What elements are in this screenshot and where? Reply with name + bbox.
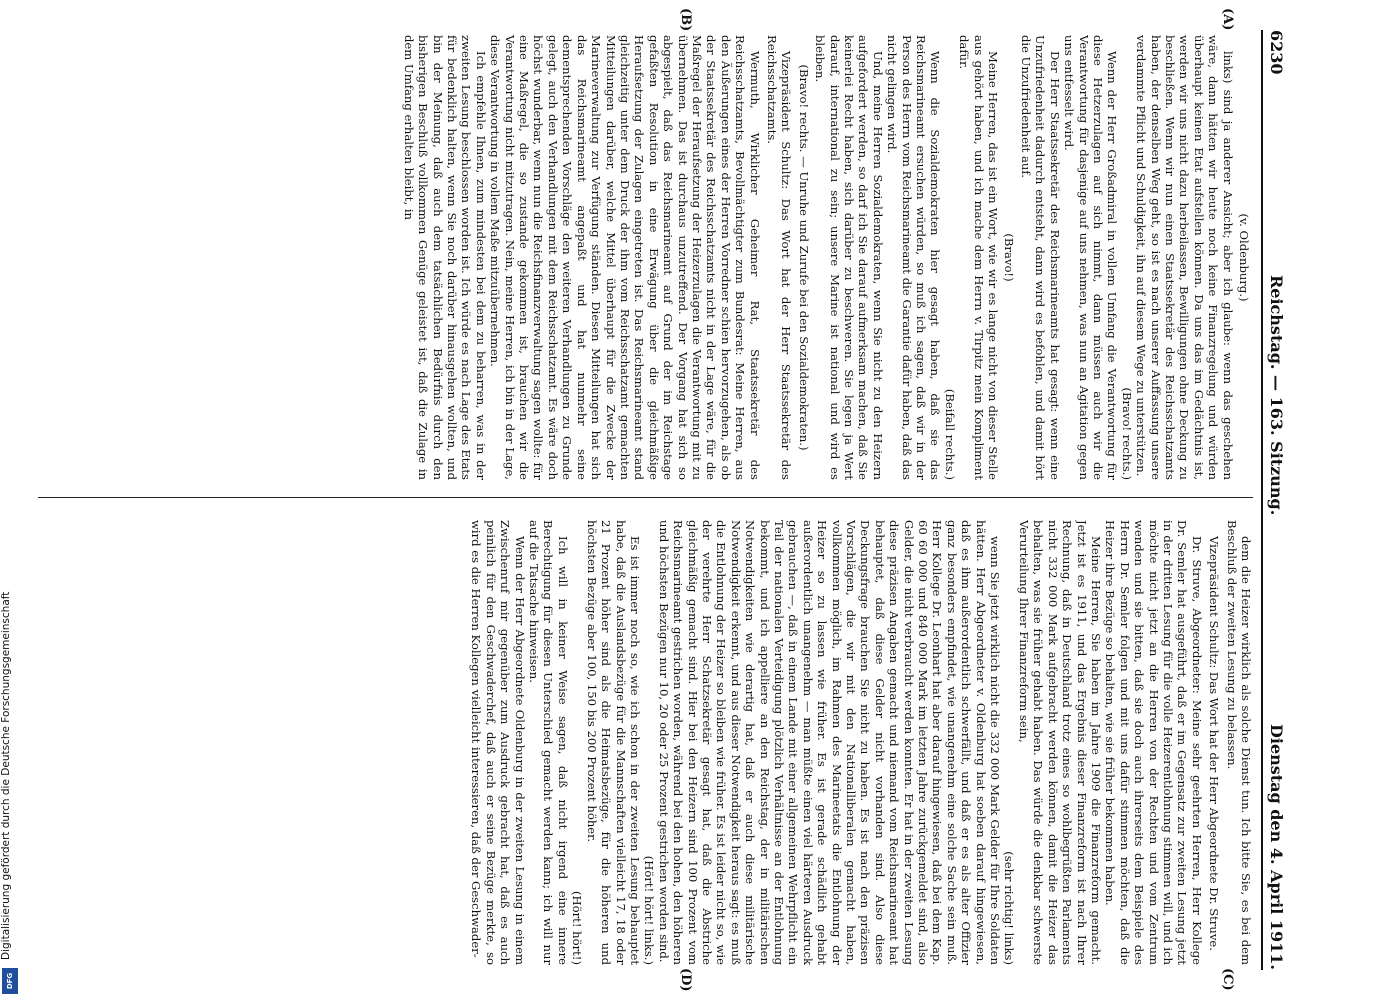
text-column-left bbox=[43, 35, 1253, 480]
interjection: (sehr richtig! links) bbox=[1002, 851, 1017, 965]
paragraph: Wenn die Sozialdemokraten hier gesagt haben, daß sie das Reichsmarineamt ersuchen würden, so muß ich sagen, daß wir in der Person des Herrn vom Reichsmarineamt die Garantie dafür haben, daß das nicht gelingen wird. bbox=[885, 35, 943, 480]
paragraph: Wenn der Herr Abgeordnete Oldenburg in der zweiten Lesung in einem Zwischenruf mir gegenüber zum Ausdruck gebracht hat, daß es auch peinlich für den Geschwaderchef, daß auch er seine Bezüge merkte, so wird es die Herren Kollegen vielleicht interessieren, daß der Geschwader- bbox=[469, 520, 527, 965]
interjection: (Bravo!) bbox=[1002, 233, 1017, 282]
page-number: 6230 bbox=[1267, 30, 1286, 75]
paragraph: Meine Herren, Sie haben im Jahre 1909 die Finanzreform gemacht. Jetzt ist es 1911, und das Ergebnis dieser Finanzreform ist nach Ihrer Rechnung, daß in Deutschland trotz eines so wohlbegrüßten Parlaments nicht 332 000 Mark aufgebracht werden können, damit die Heizer das behalten, was sie früher gehabt haben. Das würde die denkbar schwerste Verurteilung Ihrer Finanzreform sein, bbox=[1016, 520, 1103, 965]
page-title: Reichstag. — 163. Sitzung. bbox=[1267, 275, 1286, 516]
paragraph: Wenn der Herr Großadmiral in vollem Umfang die Verantwortung für diese Hetzerzulagen auf sich nimmt, dann müssen auch wir die Verantwortung für dasjenige auf uns nehmen, was nun an Agitation gegen uns entfesselt wird. bbox=[1062, 35, 1120, 480]
paragraph: Und, meine Herren Sozialdemokraten, wenn Sie nicht zu den Heizern aufgefordert werden, so darf ich Sie darauf aufmerksam machen, daß Sie keinerlei Recht haben, sich darüber zu beschweren. Sie legen ja Wert darauf, international zu sein; unsere Marine ist national und wird es bleiben. bbox=[813, 35, 885, 480]
dfg-logo-text: DFG bbox=[6, 972, 14, 990]
margin-marker-c: (C) bbox=[1220, 968, 1235, 991]
digitization-credit bbox=[0, 540, 20, 1000]
speaker-paragraph: Vizepräsident Schultz: Das Wort hat der Herr Abgeordnete Dr. Struve. bbox=[1207, 536, 1222, 951]
speaker-continuation: (v. Oldenburg.) bbox=[1237, 213, 1251, 302]
page-date: Dienstag den 4. April 1911. bbox=[1267, 724, 1286, 970]
interjection: (Hört! hört! links.) bbox=[642, 855, 657, 965]
speaker-paragraph: Dr. Struve, Abgeordneter: Meine sehr geehrten Herren, Herr Kollege Dr. Semler hat ausgeführt, daß er im Gegensatz zur zweiten Lesung jetzt in der dritten Lesung für die volle Heizerentlohnung stimmen will, und ich möchte nicht jetzt an die Herren von der Rechten und vom Zentrum wenden und sie bitten, daß sie doch auch ihrerseits dem Beispiele des Herrn Dr. Semler folgen und mit uns dafür stimmen möchten, daß die Heizer ihre Bezüge so behalten, wie sie früher bekommen haben. bbox=[1103, 520, 1204, 965]
speaker-paragraph: Wermuth, Wirklicher Geheimer Rat, Staatssekretär des Reichsschatzamts, Bevollmächtigter zum Bundesrat: Meine Herren, aus den Äußerungen eines der Herren Vorredner schien hervorzugehen, als ob der Staatssekretär des Reichsschatzamts nicht in der Lage wäre, für die Maßregel der Heraufsetzung der Heizerzulagen die Verantwortung mit zu übernehmen. Das ist durchaus unzutreffend. Der Vorgang hat sich so abgespielt, daß das Reichsmarineamt auf Grund der im Reichstage gefaßten Resolution in eine Erwägung über die gleichmäßige Heraufsetzung der Zulagen eingetreten ist. Das Reichsmarineamt stand gleichzeitig unter dem Druck der ihm vom Reichsschatzamt gemachten Mitteilungen darüber, welche Mittel überhaupt für die Zwecke der Marineverwaltung zur Verfügung ständen. Diesen Mitteilungen hat sich das Reichsmarineamt angepaßt und hat nunmehr seine dementsprechenden Vorschläge den weiteren Verhandlungen zu Grunde gelegt, auch den Verhandlungen mit dem Reichsschatzamt. Es wäre doch höchst wunderbar, wenn nun die Reichsfinanzverwaltung sagen wollte: für eine Maßregel, die so zustande gekommen ist, brauchen wir die Verantwortung nicht mitzutragen. Nein, meine Herren, ich bin in der Lage, diese Verantwortung in vollem Maße mitzuübernehmen. bbox=[488, 35, 762, 480]
interjection: (Bravo! rechts.) bbox=[1119, 387, 1134, 480]
paragraph: Meine Herren, das ist ein Wort, wie wir es lange nicht von dieser Stelle aus gehört haben, und ich mache dem Herrn v. Tirpitz mein Kompliment dafür. bbox=[957, 35, 1001, 480]
text-column-right bbox=[43, 520, 1253, 965]
speaker-paragraph: Vizepräsident Schultz: Das Wort hat der Herr Staatssekretär des Reichsschatzamts. bbox=[765, 35, 794, 480]
dfg-logo-icon bbox=[2, 968, 18, 994]
margin-marker-a: (A) bbox=[1220, 8, 1235, 31]
paragraph: links) sind ja anderer Ansicht; aber ich glaube: wenn das geschehen wäre, dann hätten wir heute noch keine Finanzregelung und würden überhaupt keinen Etat aufstellen können. Da uns das im Gedächtnis ist, werden wir uns nicht dazu herbeilassen, Bewilligungen ohne Deckung zu beschließen. Wenn wir nun einen Staatssekretär des Reichsschatzamts haben, der denselben Weg geht, so ist es nach unserer Auffassung unsere verdammte Pflicht und Schuldigkeit, ihn auf diesem Wege zu unterstützen. bbox=[1134, 35, 1235, 480]
margin-marker-b: (B) bbox=[678, 8, 693, 32]
column-divider bbox=[38, 497, 1253, 498]
page-header bbox=[1261, 30, 1297, 970]
paragraph: Der Herr Staatssekretär des Reichsmarineamts hat gesagt: wenn eine Unzufriedenheit dadurch entsteht, dann wird es befohlen, und damit hört die Unzufriedenheit auf. bbox=[1018, 35, 1062, 480]
paragraph: wenn Sie jetzt wirklich nicht die 332 000 Mark Gelder für Ihre Soldaten hätten. Herr Abgeordneter v. Oldenburg hat soeben darauf hingewiesen, daß es ihm außerordentlich schwerfällt, und daß er es als alter Offizier ganz besonders empfindet, wie unangenehm eine solche Sache sein muß. Herr Kollege Dr. Leonhart hat aber darauf hingewiesen, daß bei dem Kap. 60 60 000 und 840 000 Mark im letzten Jahre zurückgemeldet sind, also Gelder, die nicht verbraucht werden konnten. Er hat in der zweiten Lesung diese präzisen Angaben gemacht und niemand vom Reichsmarineamt hat behauptet, daß diese Gelder nicht vorhanden sind. Also diese Deckungsfrage brauchen Sie nicht zu haben. Es ist nach den präzisen Vorschlägen, die wir mit den Nationalliberalen gemacht haben, vollkommen möglich, im Rahmen des Marineetats die Entlohnung der Heizer so zu lassen wie früher. Es ist gerade schädlich gehabt außerordentlich unangenehm — man müßte einen viel härteren Ausdruck gebrauchen —, daß in einem Lande mit einer allgemeinen Wehrpflicht ein Teil der nationalen Verteidigung plötzlich Verhältnisse an der Entlohnung bekommt, und ich appelliere an den Reichstag, der in militärischen Notwendigkeiten wie derartig hat, daß er auch diese militärische Notwendigkeit erkennt, und aus dieser Notwendigkeit heraus sagt: es muß die Entlohnung der Heizer so bleiben wie früher. Es ist leider nicht so, wie der verehrte Herr Schatzsekretär gesagt hat, daß die Abstriche gleichmäßig gemacht sind. Hier bei den Heizern sind 100 Prozent vom Reichsmarineamt gestrichen worden, während bei den hohen, den höheren und höchsten Bezügen nur 10, 20 oder 25 Prozent gestrichen worden sind. bbox=[656, 520, 1003, 965]
credit-text: Digitalisierung gefördert durch die Deutsche Forschungsgemeinschaft bbox=[0, 591, 12, 960]
paragraph: Es ist immer noch so, wie ich schon in der zweiten Lesung behauptet habe, daß die Auslandsbezüge für die Mannschaften vielleicht 17, 18 oder 21 Prozent höher sind als die Heimatsbezüge, für die höheren und höchsten Bezüge aber 100, 150 bis 200 Prozent höher. bbox=[584, 520, 642, 965]
interjection: (Hört! hört!) bbox=[570, 891, 585, 965]
interjection: (Beifall rechts.) bbox=[942, 388, 957, 480]
paragraph: dem die Heizer wirklich als solche Dienst tun. Ich bitte Sie, es bei dem Beschluß der zweiten Lesung zu belassen. bbox=[1224, 520, 1253, 965]
paragraph: Ich empfehle Ihnen, zum mindesten bei dem zu beharren, was in der zweiten Lesung beschlossen worden ist. Ich würde es nach Lage des Etats für bedenklich halten, wenn Sie noch darüber hinausgehen wollten, und bin der Meinung, daß auch dem tatsächlichen Bedürfnis durch den bisherigen Beschluß vollkommen Genüge geleistet ist, daß die Zulage in dem Umfang erhalten bleibt, in bbox=[401, 35, 488, 480]
margin-marker-d: (D) bbox=[678, 968, 693, 992]
paragraph: Ich will in keiner Weise sagen, daß nicht irgend eine innere Berechtigung für diesen Unterschied gemacht werden kann; ich will nur auf die Tatsache hinweisen. bbox=[527, 520, 570, 965]
interjection: (Bravo! rechts. — Unruhe und Zurufe bei den Sozialdemokraten.) bbox=[796, 64, 811, 451]
